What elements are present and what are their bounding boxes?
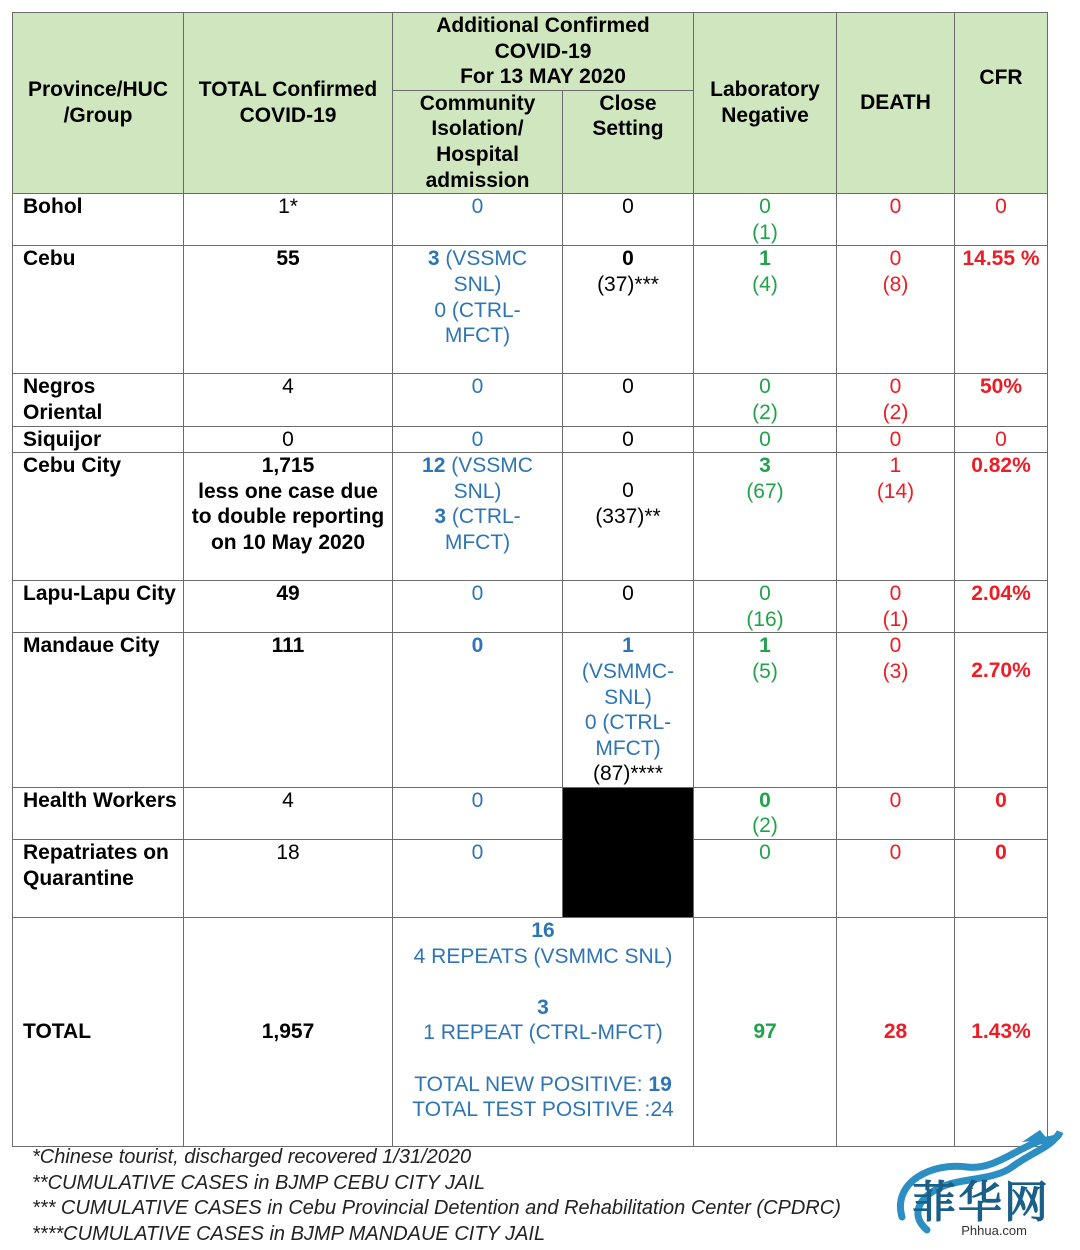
header-additional xyxy=(393,13,694,91)
total-cell: 1,957 xyxy=(184,918,393,1147)
row-label: Siquijor xyxy=(13,426,184,453)
cfr-cell: 0 xyxy=(955,194,1048,246)
row-label: Lapu-Lapu City xyxy=(13,581,184,633)
table-row xyxy=(13,453,1048,581)
lab-cell: 0 xyxy=(694,840,837,918)
lab-cell: 0 (16) xyxy=(694,581,837,633)
header-additional-line3: For 13 MAY 2020 xyxy=(460,65,626,89)
table-row xyxy=(13,633,1048,788)
cfr-cell: 0 xyxy=(955,840,1048,918)
lab-cell: 0 (2) xyxy=(694,787,837,839)
header-community: Community Isolation/ Hospital admission xyxy=(393,90,563,193)
death-cell: 1 (14) xyxy=(837,453,955,581)
total-cell: 55 xyxy=(184,246,393,374)
header-cfr: CFR xyxy=(955,13,1048,194)
community-cell: 0 xyxy=(393,426,563,453)
header-province: Province/HUC /Group xyxy=(13,13,184,194)
total-cell: 111 xyxy=(184,633,393,788)
lab-cell: 0 (2) xyxy=(694,374,837,426)
row-label: Repatriates on Quarantine xyxy=(13,840,184,918)
watermark-url: Phhua.com xyxy=(961,1223,1027,1238)
table-row xyxy=(13,426,1048,453)
header-close-setting: Close Setting xyxy=(563,90,694,193)
watermark xyxy=(872,1122,1072,1242)
community-cell: 0 xyxy=(393,787,563,839)
redacted-cell xyxy=(563,787,694,917)
lab-cell: 0 (1) xyxy=(694,194,837,246)
close-cell: 0 xyxy=(563,194,694,246)
cfr-cell: 0 xyxy=(955,787,1048,839)
header-additional-line1: Additional Confirmed xyxy=(436,14,650,37)
total-community-cell: 16 4 REPEATS (VSMMC SNL) 3 1 REPEAT (CTRL-MFCT) TOTAL NEW POSITIVE: 19 TOTAL TEST POSITIVE :24 xyxy=(393,918,694,1147)
cfr-cell: 14.55 % xyxy=(955,246,1048,374)
table-row xyxy=(13,840,1048,918)
death-cell: 0 xyxy=(837,840,955,918)
footnote: ****CUMULATIVE CASES in BJMP MANDAUE CITY JAIL xyxy=(32,1222,546,1245)
total-cell: 0 xyxy=(184,426,393,453)
footnotes xyxy=(32,1145,841,1247)
header-total-confirmed: TOTAL Confirmed COVID-19 xyxy=(184,13,393,194)
row-label: Health Workers xyxy=(13,787,184,839)
total-cell: 4 xyxy=(184,787,393,839)
death-cell: 0 (2) xyxy=(837,374,955,426)
row-label: Mandaue City xyxy=(13,633,184,788)
report-table-wrap xyxy=(12,12,1047,1147)
total-row xyxy=(13,918,1048,1147)
row-label: Negros Oriental xyxy=(13,374,184,426)
community-cell: 0 xyxy=(393,374,563,426)
cfr-cell: 1.43% xyxy=(955,918,1048,1147)
table-row xyxy=(13,374,1048,426)
header-row-1 xyxy=(13,13,1048,91)
row-label: Bohol xyxy=(13,194,184,246)
community-cell: 0 xyxy=(393,194,563,246)
cfr-cell: 2.04% xyxy=(955,581,1048,633)
table-row xyxy=(13,194,1048,246)
footnote: *** CUMULATIVE CASES in Cebu Provincial Detention and Rehabilitation Center (CPDRC) xyxy=(32,1197,841,1220)
row-label: Cebu City xyxy=(13,453,184,581)
row-label: Cebu xyxy=(13,246,184,374)
cfr-cell: 0 xyxy=(955,426,1048,453)
close-cell: 1 (VSMMC- SNL) 0 (CTRL- MFCT) (87)**** xyxy=(563,633,694,788)
lab-cell: 0 xyxy=(694,426,837,453)
community-cell: 3 (VSSMC SNL) 0 (CTRL- MFCT) xyxy=(393,246,563,374)
death-cell: 0 xyxy=(837,787,955,839)
death-cell: 0 (1) xyxy=(837,581,955,633)
table-row xyxy=(13,581,1048,633)
community-cell: 0 xyxy=(393,840,563,918)
close-cell: 0 xyxy=(563,374,694,426)
header-death: DEATH xyxy=(837,13,955,194)
death-cell: 28 xyxy=(837,918,955,1147)
cfr-cell: 50% xyxy=(955,374,1048,426)
total-cell: 18 xyxy=(184,840,393,918)
community-cell: 0 xyxy=(393,581,563,633)
death-cell: 0 xyxy=(837,194,955,246)
death-cell: 0 (8) xyxy=(837,246,955,374)
table-row xyxy=(13,246,1048,374)
total-cell: 49 xyxy=(184,581,393,633)
covid-summary-table xyxy=(12,12,1048,1147)
death-cell: 0 (3) xyxy=(837,633,955,788)
death-cell: 0 xyxy=(837,426,955,453)
footnote: **CUMULATIVE CASES in BJMP CEBU CITY JAIL xyxy=(32,1171,486,1194)
lab-cell: 3 (67) xyxy=(694,453,837,581)
lab-cell: 97 xyxy=(694,918,837,1147)
close-cell: 0 (37)*** xyxy=(563,246,694,374)
cfr-cell: 2.70% xyxy=(955,633,1048,788)
cfr-cell: 0.82% xyxy=(955,453,1048,581)
header-lab-negative: Laboratory Negative xyxy=(694,13,837,194)
watermark-text: 菲华网 xyxy=(912,1178,1050,1227)
community-cell: 12 (VSSMC SNL) 3 (CTRL- MFCT) xyxy=(393,453,563,581)
lab-cell: 1 (4) xyxy=(694,246,837,374)
community-cell: 0 xyxy=(393,633,563,788)
close-cell: 0 xyxy=(563,581,694,633)
total-cell: 1* xyxy=(184,194,393,246)
table-row xyxy=(13,787,1048,839)
lab-cell: 1 (5) xyxy=(694,633,837,788)
footnote: *Chinese tourist, discharged recovered 1/31/2020 xyxy=(32,1146,472,1168)
close-cell: 0 xyxy=(563,426,694,453)
total-cell: 4 xyxy=(184,374,393,426)
row-label: TOTAL xyxy=(13,918,184,1147)
total-cell: 1,715 less one case due to double reporting on 10 May 2020 xyxy=(184,453,393,581)
header-additional-line2: COVID-19 xyxy=(494,39,592,63)
close-cell: 0 (337)** xyxy=(563,453,694,581)
